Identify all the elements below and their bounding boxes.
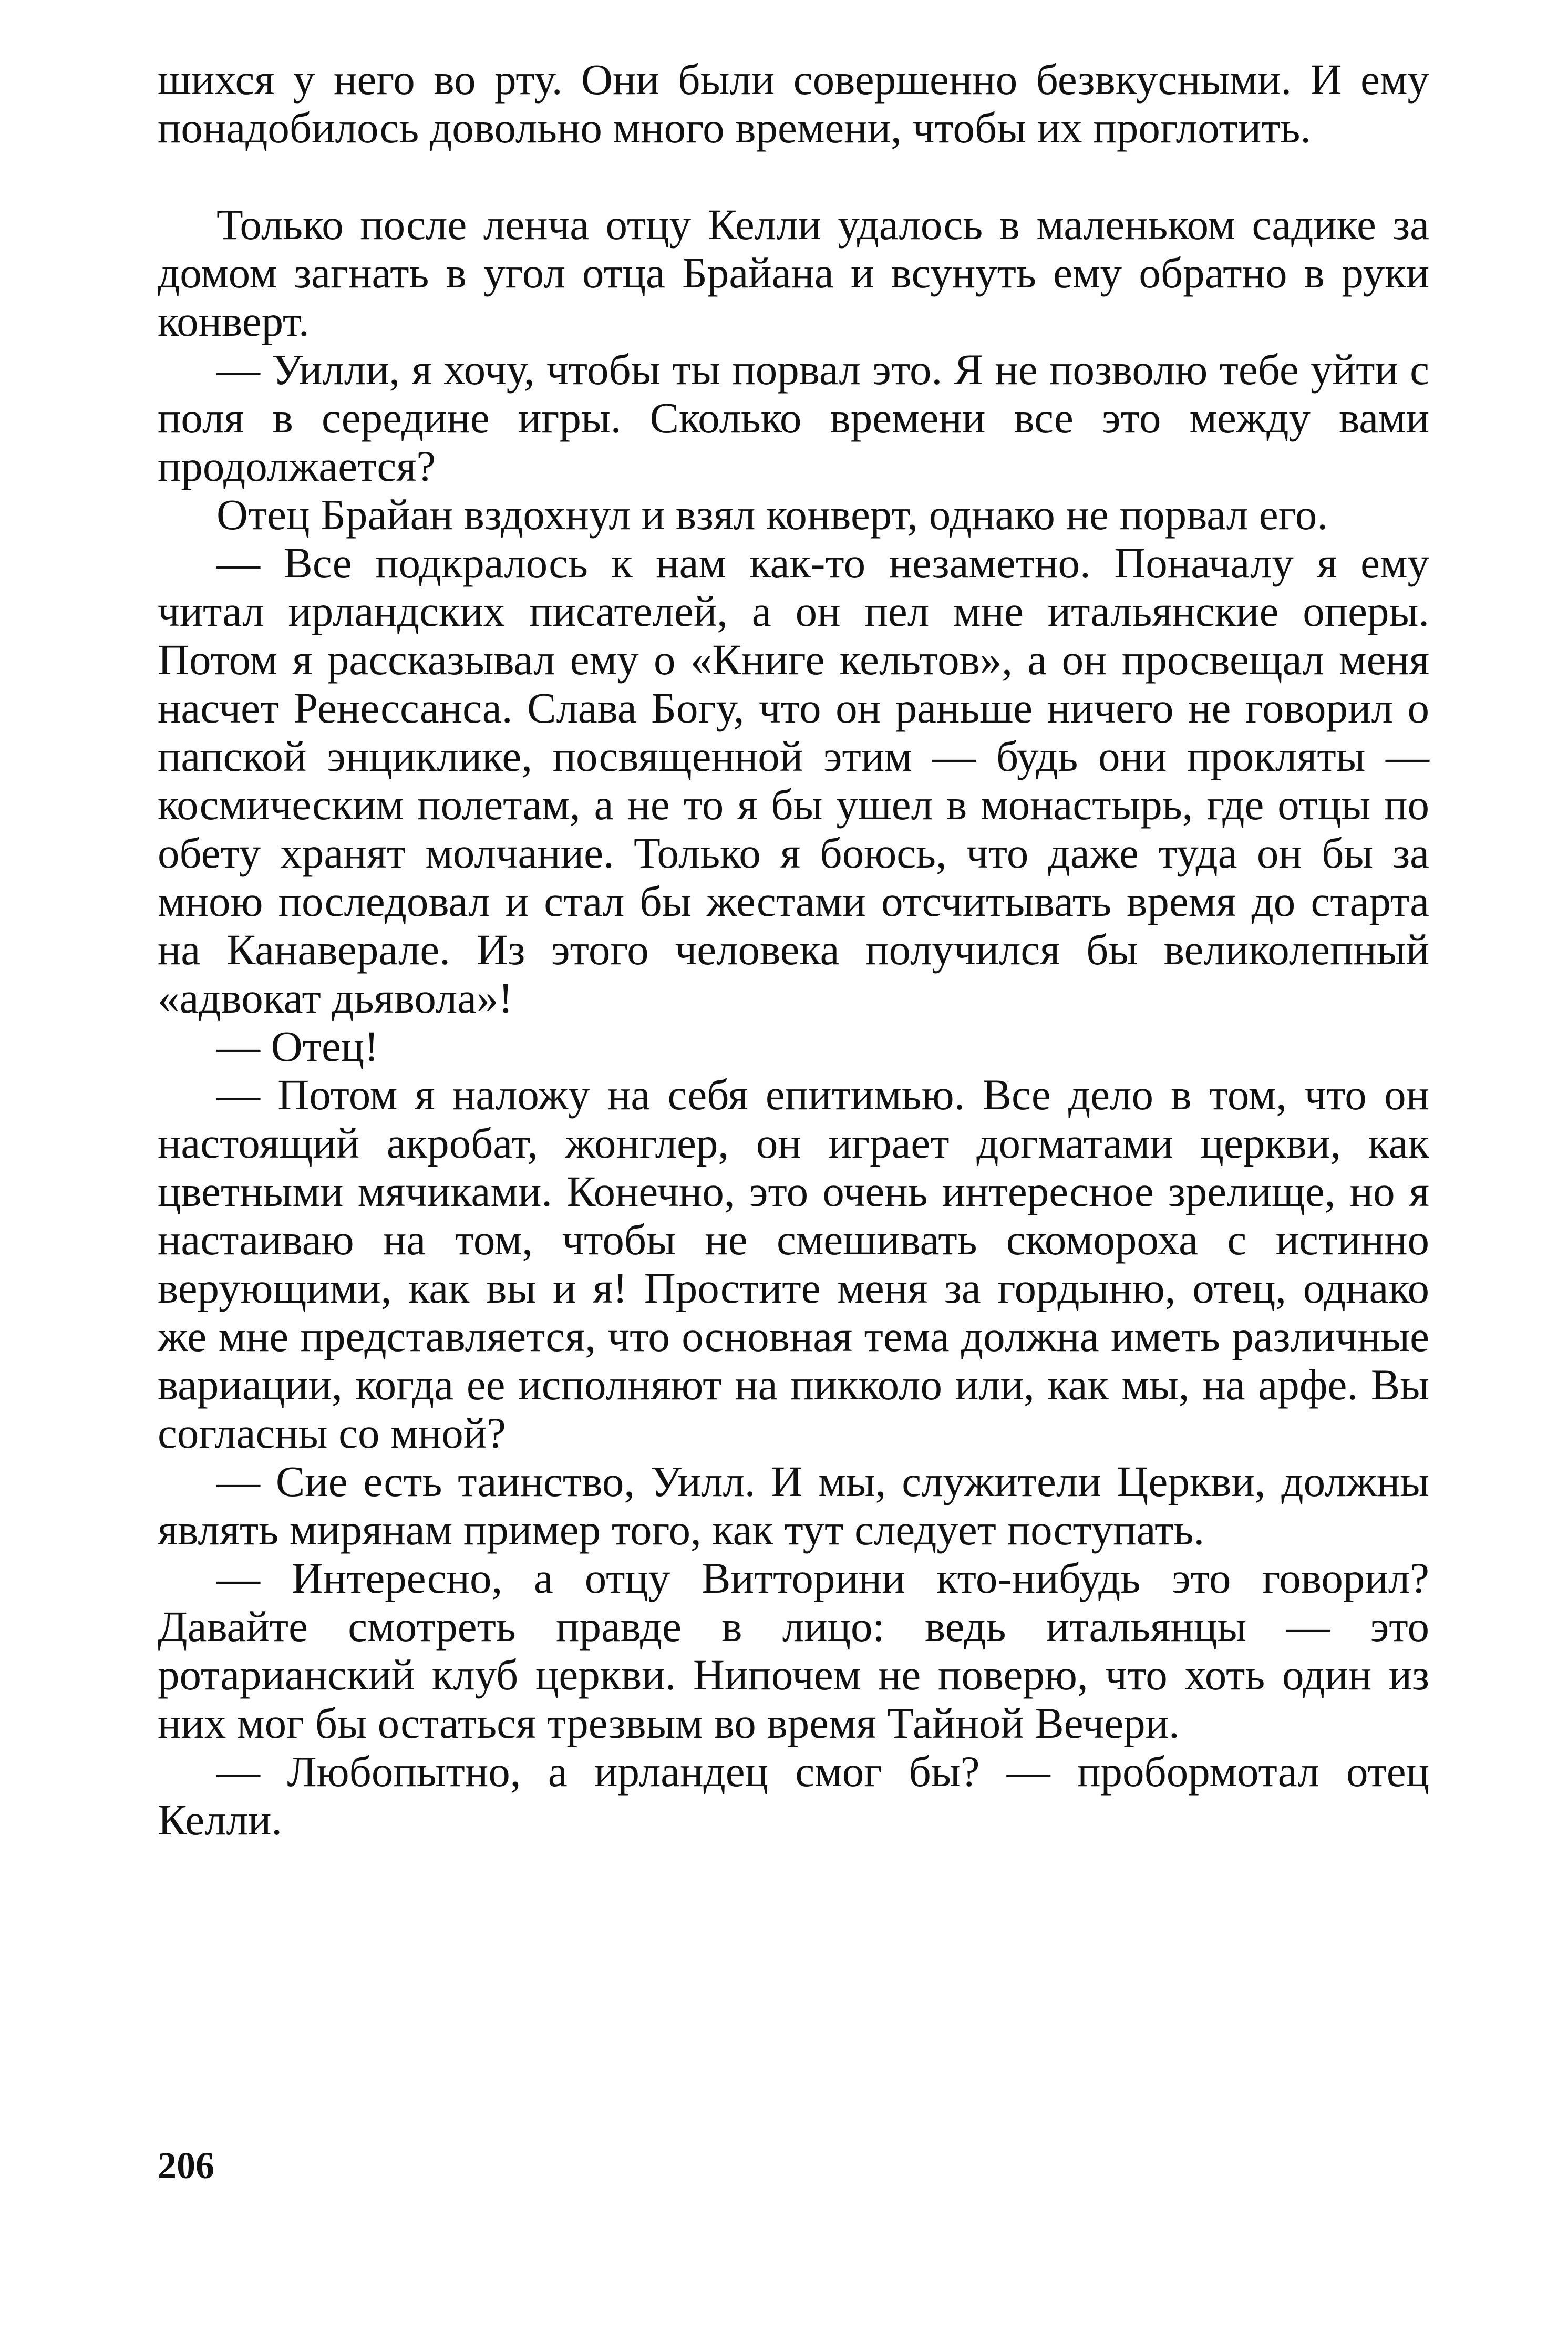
- paragraph: Только после ленча отцу Келли удалось в маленьком садике за домом загнать в угол отца Брайана и всунуть ему обратно в руки конверт.: [158, 200, 1429, 345]
- paragraph-dialogue: — Интересно, а отцу Витторини кто-нибудь это говорил? Давайте смотреть правде в лицо: ведь итальянцы — это ротарианский клуб церкви. Нипочем не поверю, что хоть один из них мог бы остаться трезвым во время Тайной Вечери.: [158, 1554, 1429, 1747]
- page-number: 206: [158, 2144, 214, 2186]
- paragraph-dialogue: — Любопытно, а ирландец смог бы? — пробормотал отец Келли.: [158, 1747, 1429, 1844]
- paragraph-dialogue: — Уилли, я хочу, чтобы ты порвал это. Я не позволю тебе уйти с поля в середине игры. Сколько времени все это между вами продолжается?: [158, 345, 1429, 490]
- paragraph-dialogue: — Потом я наложу на себя епитимью. Все дело в том, что он настоящий акробат, жонглер, он играет догматами церкви, как цветными мячиками. Конечно, это очень интересное зрелище, но я настаиваю на том, чтобы не смешивать скомороха с истинно верующими, как вы и я! Простите меня за гордыню, отец, однако же мне представляется, что основная тема должна иметь различные вариации, когда ее исполняют на пикколо или, как мы, на арфе. Вы согласны со мной?: [158, 1070, 1429, 1457]
- paragraph: Отец Брайан вздохнул и взял конверт, однако не порвал его.: [216, 490, 1328, 539]
- page-body-text: [158, 55, 1429, 1844]
- paragraph-dialogue: — Отец!: [216, 1022, 379, 1070]
- paragraph-dialogue: — Сие есть таинство, Уилл. И мы, служители Церкви, должны являть мирянам пример того, как тут следует поступать.: [158, 1457, 1429, 1554]
- paragraph-dialogue: — Все подкралось к нам как-то незаметно. Поначалу я ему читал ирландских писателей, а он пел мне итальянские оперы. Потом я рассказывал ему о «Книге кельтов», а он просвещал меня насчет Ренессанса. Слава Богу, что он раньше ничего не говорил о папской энциклике, посвященной этим — будь они прокляты — космическим полетам, а не то я бы ушел в монастырь, где отцы по обету хранят молчание. Только я боюсь, что даже туда он бы за мною последовал и стал бы жестами отсчитывать время до старта на Канаверале. Из этого человека получился бы великолепный «адвокат дьявола»!: [158, 539, 1429, 1022]
- paragraph-continuation: шихся у него во рту. Они были совершенно безвкусными. И ему понадобилось довольно много времени, чтобы их проглотить.: [158, 55, 1429, 152]
